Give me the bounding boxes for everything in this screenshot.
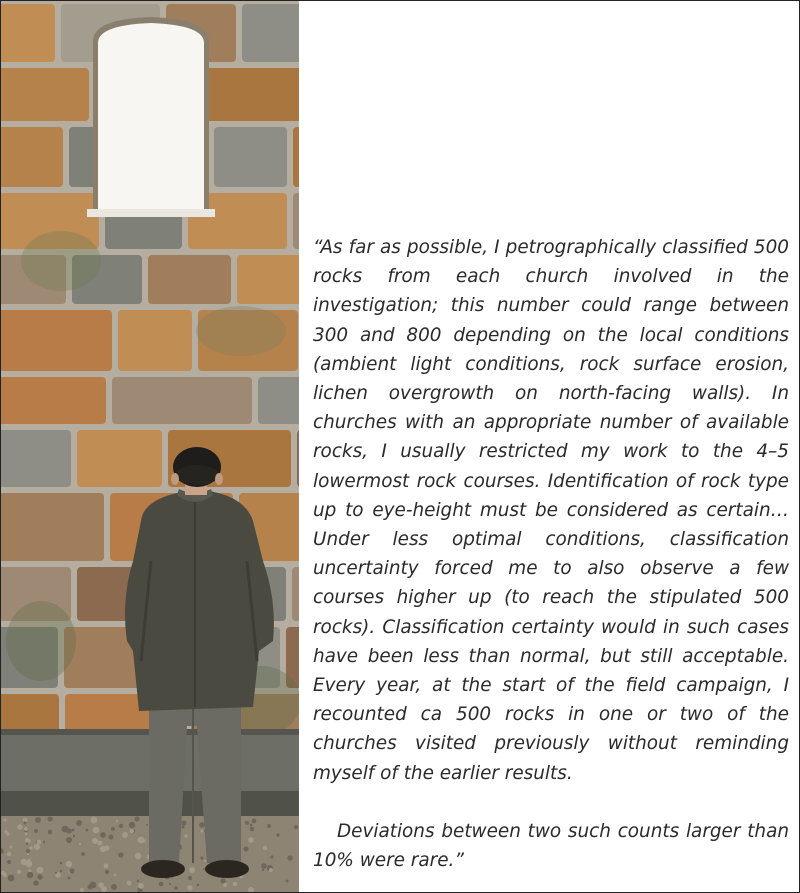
gravel-stone [127, 881, 132, 886]
gravel-stone [68, 877, 71, 880]
gravel-stone [111, 827, 115, 831]
gravel-stone [24, 827, 28, 831]
gravel-stone [188, 876, 192, 880]
gravel-stone [27, 872, 34, 879]
gravel-stone [47, 816, 52, 821]
gravel-stone [81, 852, 85, 856]
gravel-stone [116, 820, 119, 823]
gravel-stone [250, 827, 254, 831]
gravel-stone [137, 880, 140, 883]
gravel-stone [270, 855, 273, 858]
gravel-stone [174, 886, 177, 889]
gravel-stone [91, 817, 98, 824]
gravel-stone [119, 824, 123, 828]
gravel-stone [294, 825, 298, 829]
gravel-stone [43, 841, 46, 844]
stone-block [204, 68, 299, 121]
gravel-stone [3, 873, 7, 877]
gravel-stone [181, 820, 186, 825]
stone-block [77, 430, 162, 487]
stone-block [1, 493, 104, 561]
gravel-stone [118, 852, 123, 857]
gravel-stone [108, 834, 113, 839]
gravel-stone [135, 853, 141, 859]
gravel-stone [130, 829, 134, 833]
gravel-stone [72, 829, 75, 832]
gravel-stone [138, 883, 144, 889]
gravel-stone [261, 863, 267, 869]
gravel-stone [263, 846, 267, 850]
gravel-stone [69, 868, 74, 873]
gravel-stone [25, 833, 28, 836]
gravel-stone [181, 825, 184, 828]
stone-block [1, 4, 55, 62]
gravel-stone [26, 861, 33, 868]
gravel-stone [37, 867, 44, 874]
gravel-stone [66, 861, 72, 867]
gravel-stone [267, 824, 271, 828]
gravel-stone [8, 875, 15, 882]
gravel-stone [48, 830, 53, 835]
gravel-stone [262, 869, 264, 871]
gravel-stone [138, 837, 145, 844]
gravel-stone [114, 874, 117, 877]
gravel-stone [34, 844, 40, 850]
gravel-stone [187, 885, 192, 890]
gravel-stone [86, 829, 89, 832]
stone-block [148, 255, 231, 304]
gravel-stone [122, 832, 128, 838]
gravel-stone [203, 868, 205, 870]
stone-block [293, 127, 299, 187]
gravel-stone [3, 818, 6, 821]
gravel-stone [129, 822, 135, 828]
gravel-stone [204, 860, 206, 862]
gravel-stone [79, 843, 81, 845]
gravel-stone [189, 867, 195, 873]
stone-block [292, 567, 299, 621]
gravel-stone [286, 880, 289, 883]
gravel-stone [90, 882, 97, 889]
gravel-stone [159, 882, 164, 887]
gravel-stone [220, 878, 225, 883]
gravel-stone [134, 816, 139, 821]
gravel-stone [197, 884, 199, 886]
stone-block [1, 430, 71, 487]
gravel-stone [6, 832, 9, 835]
gravel-stone [169, 883, 171, 885]
gravel-stone [92, 838, 98, 844]
gravel-stone [66, 837, 72, 843]
stone-block [1, 127, 63, 187]
gravel-stone [269, 868, 273, 872]
stone-block [214, 127, 287, 187]
gravel-stone [146, 824, 148, 826]
gravel-stone [80, 888, 84, 892]
gravel-stone [17, 824, 22, 829]
gravel-stone [27, 853, 29, 855]
gravel-stone [33, 880, 38, 885]
gravel-stone [200, 829, 203, 832]
gravel-stone [243, 846, 248, 851]
gravel-stone [248, 837, 254, 843]
gravel-stone [7, 860, 11, 864]
stone-block [1, 377, 106, 424]
gravel-stone [60, 862, 63, 865]
gravel-stone [100, 832, 106, 838]
gravel-stone [55, 872, 57, 874]
gravel-stone [17, 870, 21, 874]
window-niche [87, 17, 215, 217]
stone-block [118, 310, 192, 371]
gravel-stone [101, 886, 107, 892]
gravel-stone [76, 820, 82, 826]
quotation-text [313, 233, 789, 875]
gravel-stone [35, 817, 41, 823]
stone-block [237, 255, 299, 304]
gravel-stone [184, 834, 187, 837]
stone-block [112, 377, 252, 424]
gravel-stone [105, 870, 109, 874]
gravel-stone [37, 874, 42, 879]
gravel-stone [252, 819, 257, 824]
gravel-stone [10, 846, 13, 849]
gravel-stone [287, 855, 292, 860]
gravel-stone [37, 840, 42, 845]
gravel-stone [26, 843, 28, 845]
gravel-stone [73, 835, 75, 837]
stone-block [1, 310, 112, 371]
gravel-stone [199, 822, 205, 828]
gravel-stone [111, 884, 117, 890]
gravel-stone [60, 870, 63, 873]
gravel-stone [250, 824, 253, 827]
gravel-stone [62, 826, 69, 833]
stone-block [258, 377, 299, 424]
gravel-stone [7, 852, 11, 856]
gravel-stone [233, 882, 238, 887]
gravel-stone [104, 845, 109, 850]
gravel-stone [27, 839, 30, 842]
quote-paragraph-1: “As far as possible, I petrographically classified 500 rocks from each church involved in the investigation; this number could range between 300 and 800 depending on the local conditions (ambient light conditions, rock surface erosion, lichen overgrowth on north-facing walls). In churches with an appropriate number of available rocks, I usually restricted my work to the 4–5 lowermost rock courses. Identification of rock type up to eye-height must be considered as certain… Under less optimal conditions, classification uncertainty forced me to also observe a few courses higher up (to reach the stipulated 500 rocks). Classification certainty would in such cases have been less than normal, but still acceptable. Every year, at the start of the field campaign, I recounted ca 500 rocks in one or two of the churches visited previously without reminding myself of the earlier results. [313, 237, 789, 784]
gravel-stone [98, 841, 103, 846]
gravel-stone [200, 856, 203, 859]
stone-block [1, 68, 89, 121]
stone-block [297, 430, 299, 487]
stone-block [242, 4, 299, 62]
quote-paragraph-2: Deviations between two such counts larger than 10% were rare.” [313, 820, 789, 872]
gravel-stone [24, 822, 27, 825]
stone-block [293, 193, 299, 249]
church-wall-photo [1, 1, 299, 892]
gravel-stone [93, 827, 100, 834]
gravel-stone [34, 829, 38, 833]
gravel-stone [245, 821, 249, 825]
gravel-stone [26, 849, 30, 853]
gravel-stone [104, 864, 109, 869]
gravel-stone [29, 846, 33, 850]
gravel-stone [276, 833, 280, 837]
